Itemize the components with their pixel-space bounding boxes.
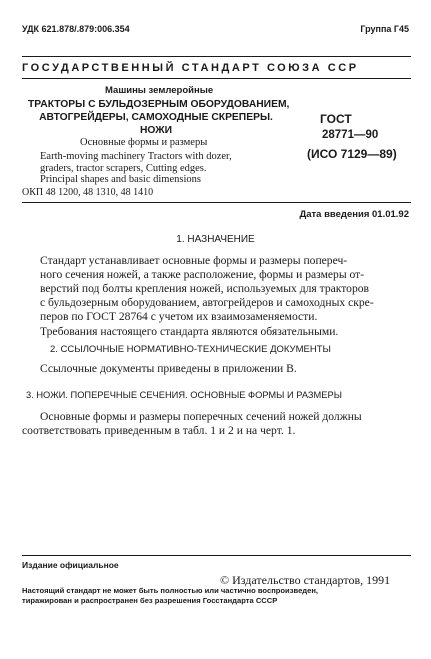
- paragraph-line: верстий под болты крепления ножей, используемых для тракторов: [40, 282, 370, 295]
- gost-number: 28771—90: [322, 129, 379, 141]
- section-heading: 1. НАЗНАЧЕНИЕ: [176, 234, 255, 245]
- paragraph-line: с бульдозерным оборудованием, автогрейдеров и самоходных скре-: [40, 296, 374, 309]
- state-standard-banner: ГОСУДАРСТВЕННЫЙ СТАНДАРТ СОЮЗА ССР: [22, 62, 359, 74]
- section-paragraph: [40, 325, 408, 339]
- udk-code: УДК 621.878/.879:006.354: [22, 24, 130, 34]
- paragraph-line: Основные формы и размеры поперечных сечений ножей должны: [40, 410, 362, 423]
- footer-rule: [22, 555, 411, 556]
- title-line: ТРАКТОРЫ С БУЛЬДОЗЕРНЫМ ОБОРУДОВАНИЕМ,: [28, 99, 290, 110]
- gost-label: ГОСТ: [320, 112, 352, 126]
- header-rule-top: [22, 56, 411, 57]
- section-heading: 3. НОЖИ. ПОПЕРЕЧНЫЕ СЕЧЕНИЯ. ОСНОВНЫЕ ФОРМЫ И РАЗМЕРЫ: [26, 390, 342, 400]
- title-block-rule: [22, 202, 411, 203]
- section-paragraph: [22, 410, 408, 438]
- notice-line: Настоящий стандарт не может быть полностью или частично воспроизведен,: [22, 586, 319, 595]
- paragraph-line: Требования настоящего стандарта являются обязательными.: [40, 325, 339, 338]
- paragraph-line: Стандарт устанавливает основные формы и размеры попереч-: [40, 254, 348, 267]
- header-rule-bottom: [22, 78, 411, 79]
- paragraph-line: перов по ГОСТ 28764 с учетом их взаимозаменяемости.: [40, 310, 318, 323]
- standard-title: [28, 98, 290, 137]
- english-line: graders, tractor scrapers, Cutting edges.: [40, 162, 207, 174]
- notice-line: тиражирован и распространен без разрешения Госстандарта СССР: [22, 596, 278, 605]
- section-paragraph: [40, 254, 408, 324]
- effective-date: Дата введения 01.01.92: [299, 209, 409, 220]
- title-line: АВТОГРЕЙДЕРЫ, САМОХОДНЫЕ СКРЕПЕРЫ.: [39, 112, 273, 123]
- iso-number: (ИСО 7129—89): [307, 147, 397, 161]
- paragraph-line: Ссылочные документы приведены в приложении В.: [40, 362, 297, 375]
- group-code: Группа Г45: [360, 24, 409, 34]
- section-heading: 2. ССЫЛОЧНЫЕ НОРМАТИВНО-ТЕХНИЧЕСКИЕ ДОКУМЕНТЫ: [50, 344, 331, 355]
- subtitle: Основные формы и размеры: [80, 137, 208, 148]
- okp-code: ОКП 48 1200, 48 1310, 48 1410: [22, 187, 154, 198]
- copyright: © Издательство стандартов, 1991: [220, 573, 391, 587]
- paragraph-line: соответствовать приведенным в табл. 1 и 2 и на черт. 1.: [22, 424, 296, 437]
- official-edition: Издание официальное: [22, 560, 119, 570]
- section-paragraph: [40, 362, 408, 376]
- reproduction-notice: [22, 586, 318, 606]
- english-line: Principal shapes and basic dimensions: [40, 174, 201, 185]
- paragraph-line: ного сечения ножей, а также расположение, формы и размеры от-: [40, 268, 365, 281]
- category-label: Машины землеройные: [105, 85, 214, 96]
- title-line: НОЖИ: [139, 125, 173, 136]
- english-title: [40, 151, 232, 186]
- english-line: Earth-moving machinery Tractors with dozer,: [40, 151, 232, 162]
